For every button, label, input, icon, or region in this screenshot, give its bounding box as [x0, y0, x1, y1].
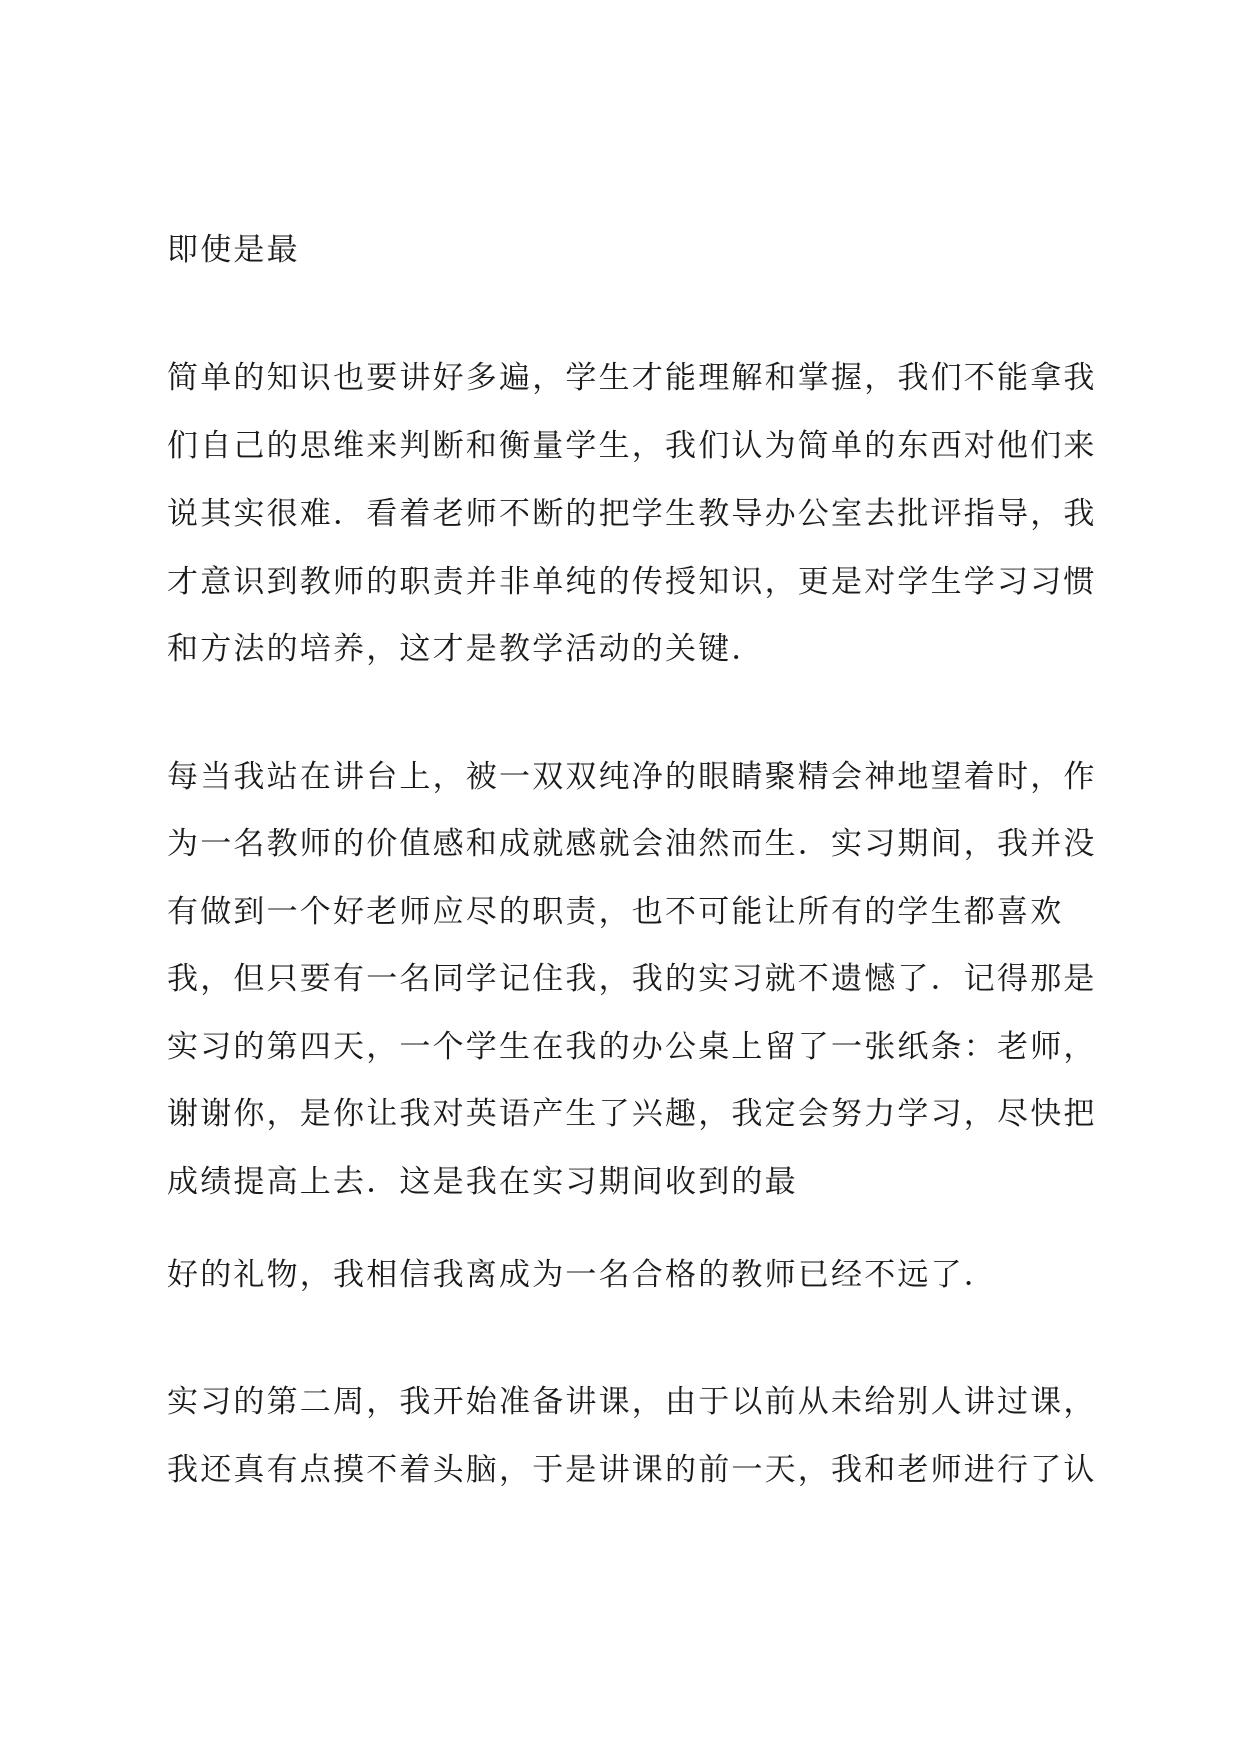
text-line: 成绩提高上去．这是我在实习期间收到的最 — [167, 1164, 798, 1200]
text-line: 谢谢你，是你让我对英语产生了兴趣，我定会努力学习，尽快把 — [167, 1096, 1097, 1132]
text-line: 我，但只要有一名同学记住我，我的实习就不遗憾了．记得那是 — [167, 961, 1097, 997]
text-line: 我还真有点摸不着头脑，于是讲课的前一天，我和老师进行了认 — [167, 1452, 1097, 1488]
text-line: 和方法的培养，这才是教学活动的关键． — [167, 631, 765, 667]
text-line: 们自己的思维来判断和衡量学生，我们认为简单的东西对他们来 — [167, 428, 1097, 464]
text-line: 实习的第四天，一个学生在我的办公桌上留了一张纸条：老师， — [167, 1029, 1097, 1065]
text-line: 实习的第二周，我开始准备讲课，由于以前从未给别人讲过课， — [167, 1384, 1097, 1420]
text-line: 简单的知识也要讲好多遍，学生才能理解和掌握，我们不能拿我 — [167, 360, 1097, 396]
text-line: 说其实很难．看着老师不断的把学生教导办公室去批评指导，我 — [167, 496, 1097, 532]
text-line: 好的礼物，我相信我离成为一名合格的教师已经不远了． — [167, 1257, 997, 1293]
text-line: 才意识到教师的职责并非单纯的传授知识，更是对学生学习习惯 — [167, 564, 1097, 600]
text-line: 有做到一个好老师应尽的职责，也不可能让所有的学生都喜欢 — [167, 894, 1064, 930]
text-line: 每当我站在讲台上，被一双双纯净的眼睛聚精会神地望着时，作 — [167, 759, 1097, 795]
text-line: 为一名教师的价值感和成就感就会油然而生．实习期间，我并没 — [167, 826, 1097, 862]
text-line: 即使是最 — [167, 232, 300, 268]
